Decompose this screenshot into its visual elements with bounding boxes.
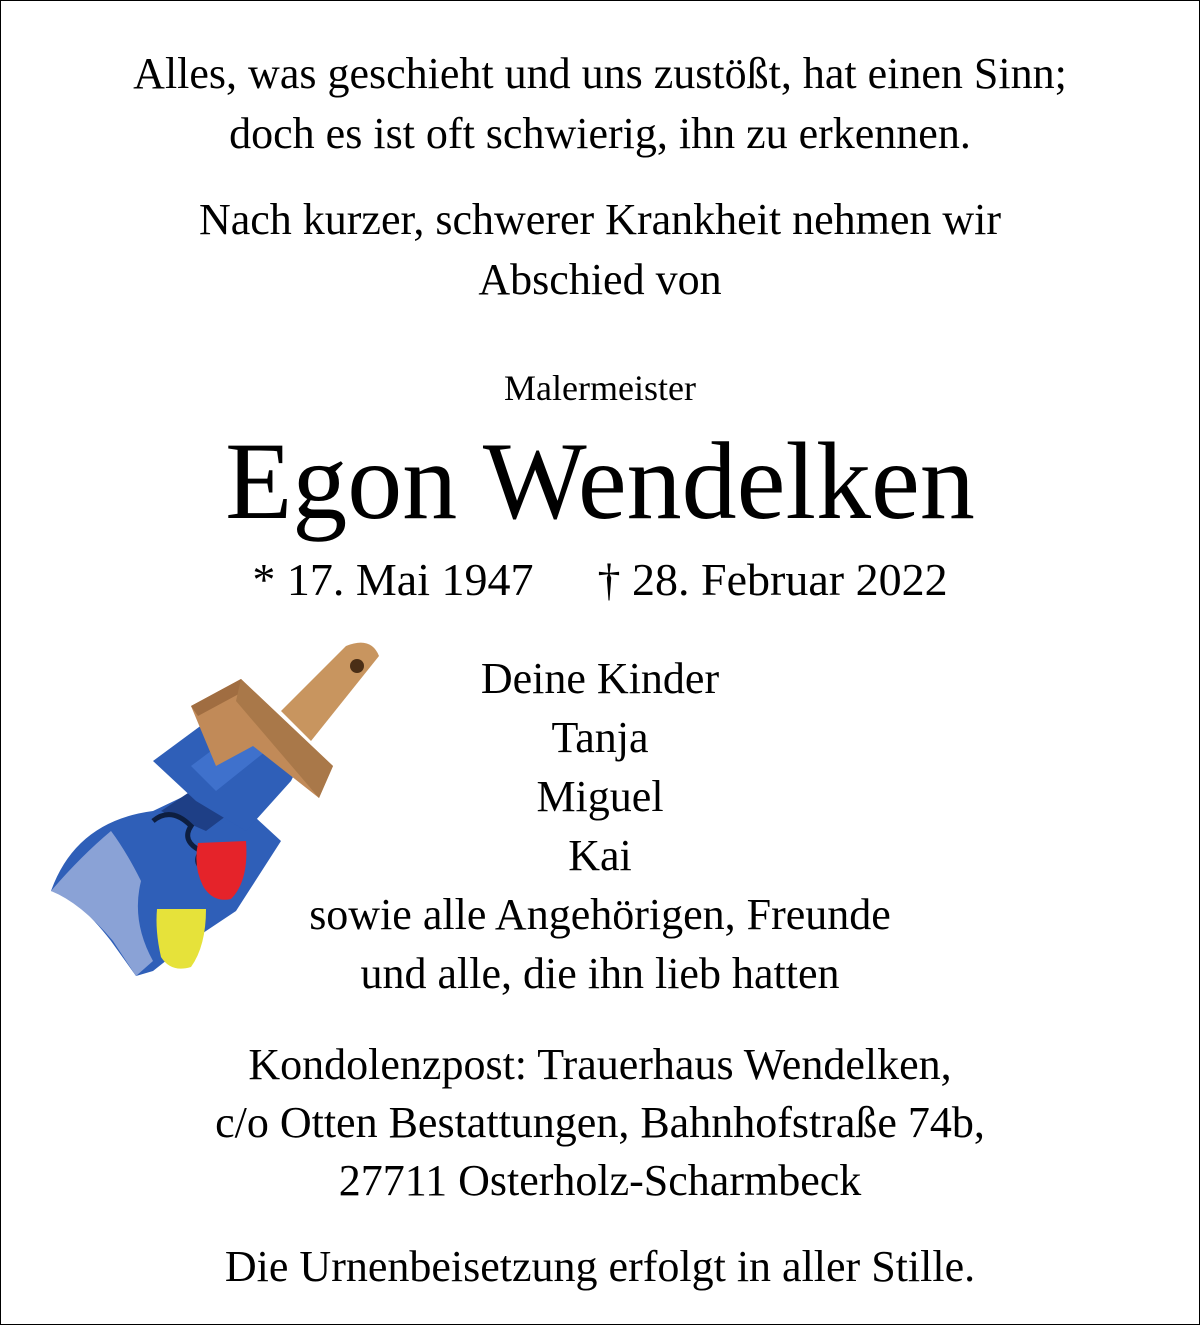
death-date: † 28. Februar 2022 (597, 554, 948, 605)
condolence-line-2: c/o Otten Bestattungen, Bahnhofstraße 74b, (215, 1098, 985, 1147)
condolence-line-3: 27711 Osterholz-Scharmbeck (338, 1156, 862, 1205)
deceased-name: Egon Wendelken (225, 420, 975, 542)
mourner-name: Tanja (551, 713, 649, 762)
quote-line-1: Alles, was geschieht und uns zustößt, hat einen Sinn; (133, 49, 1067, 98)
mourners-heading: Deine Kinder (480, 654, 720, 703)
burial-note: Die Urnenbeisetzung erfolgt in aller Stille. (224, 1242, 976, 1291)
mourners-others-line-1: sowie alle Angehörigen, Freunde (309, 890, 891, 939)
mourner-name: Kai (568, 831, 632, 880)
mourner-name: Miguel (536, 772, 664, 821)
profession: Malermeister (504, 368, 696, 408)
quote-line-2: doch es ist oft schwierig, ihn zu erkennen. (229, 109, 971, 158)
intro-line-2: Abschied von (478, 255, 722, 304)
condolence-line-1: Kondolenzpost: Trauerhaus Wendelken, (248, 1040, 952, 1089)
life-dates (1, 553, 1199, 607)
birth-date: * 17. Mai 1947 (252, 554, 534, 605)
mourners-others-line-2: und alle, die ihn lieb hatten (360, 949, 840, 998)
intro-line-1: Nach kurzer, schwerer Krankheit nehmen wir (198, 195, 1002, 244)
